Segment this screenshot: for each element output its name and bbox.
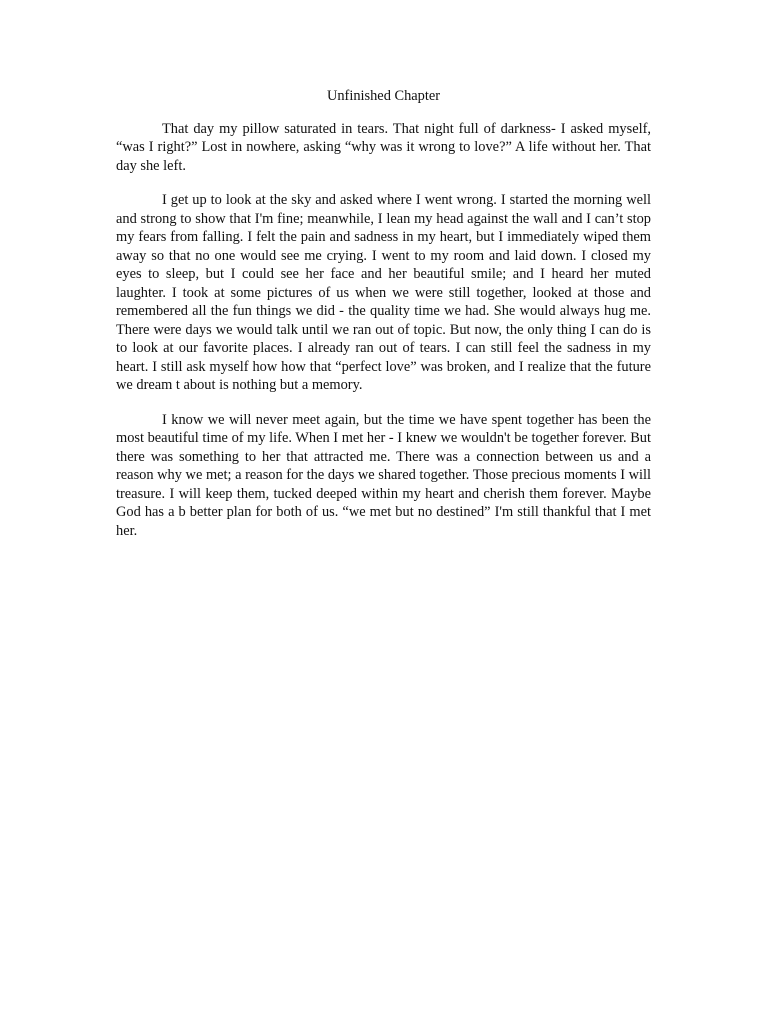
- paragraph-1: That day my pillow saturated in tears. That night full of darkness- I asked myself, “was I right?” Lost in nowhere, asking “why was it wrong to love?” A life without her. That day she left.: [116, 120, 651, 174]
- document-body: [116, 87, 651, 556]
- paragraph-3: I know we will never meet again, but the time we have spent together has been the most beautiful time of my life. When I met her - I knew we wouldn't be together forever. But there was something to her that attracted me. There was a connection between us and a reason why we met; a reason for the days we shared together. Those precious moments I will treasure. I will keep them, tucked deeped within my heart and cherish them forever. Maybe God has a b better plan for both of us. “we met but no destined” I'm still thankful that I met her.: [116, 411, 651, 539]
- document-title: Unfinished Chapter: [326, 88, 441, 104]
- paragraph-2: I get up to look at the sky and asked where I went wrong. I started the morning well and strong to show that I'm fine; meanwhile, I lean my head against the wall and I can’t stop my fears from falling. I felt the pain and sadness in my heart, but I immediately wiped them away so that no one would see me crying. I went to my room and laid down. I closed my eyes to sleep, but I could see her face and her beautiful smile; and I heard her muted laughter. I took at some pictures of us when we were still together, looked at those and remembered all the fun things we did - the quality time we had. She would always hug me. There were days we would talk until we ran out of topic. But now, the only thing I can do is to look at our favorite places. I already ran out of tears. I can still feel the sadness in my heart. I still ask myself how how that “perfect love” was broken, and I realize that the future we dream t about is nothing but a memory.: [116, 192, 651, 393]
